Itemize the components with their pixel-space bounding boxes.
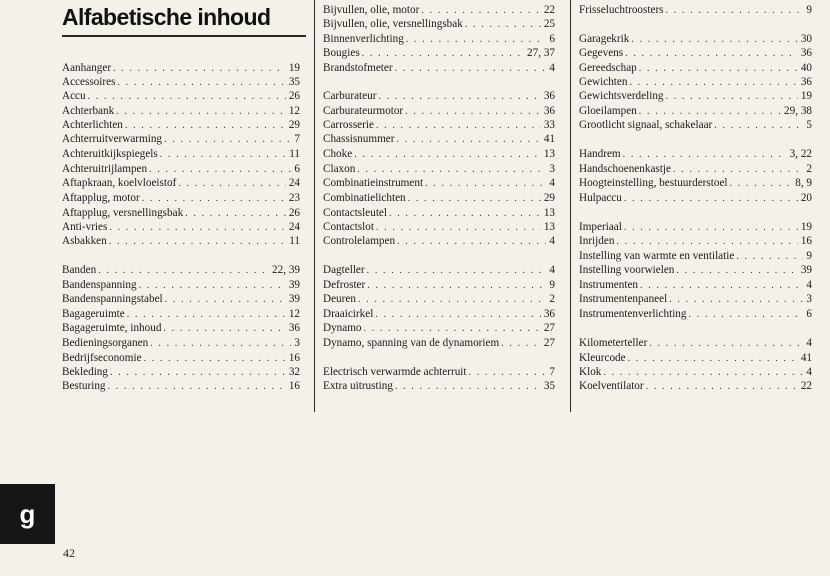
entry-label: Hulpaccu xyxy=(579,192,622,204)
entry-label: Gewichtsverdeling xyxy=(579,90,664,102)
column-divider-1 xyxy=(314,0,315,412)
index-entry xyxy=(579,3,812,17)
entry-page: 25 xyxy=(543,18,555,30)
index-entry xyxy=(62,234,300,248)
entry-page: 29, 38 xyxy=(784,105,812,117)
index-entry xyxy=(62,278,300,292)
index-entry xyxy=(579,351,812,365)
entry-page: 23 xyxy=(288,192,300,204)
entry-label: Koelventilator xyxy=(579,380,644,392)
entry-page: 4 xyxy=(549,235,555,247)
index-entry xyxy=(579,176,812,190)
entry-page: 2 xyxy=(549,293,555,305)
entry-label: Hoogteinstelling, bestuurderstoel xyxy=(579,177,728,189)
index-entry xyxy=(579,220,812,234)
entry-label: Instrumentenpaneel xyxy=(579,293,668,305)
leader-dots xyxy=(116,105,286,119)
entry-page: 36 xyxy=(543,308,555,320)
index-entry xyxy=(62,75,300,89)
leader-dots xyxy=(714,119,803,133)
index-entry xyxy=(579,292,812,306)
index-entry xyxy=(323,176,555,190)
entry-page: 36 xyxy=(288,322,300,334)
entry-page: 39 xyxy=(288,293,300,305)
entry-label: Controlelampen xyxy=(323,235,396,247)
leader-dots xyxy=(376,221,541,235)
entry-label: Carrosserie xyxy=(323,119,374,131)
entry-label: Gereedschap xyxy=(579,62,637,74)
entry-label: Anti-vries xyxy=(62,221,108,233)
index-entry xyxy=(579,162,812,176)
leader-dots xyxy=(631,33,797,47)
entry-label: Achterruitverwarming xyxy=(62,133,163,145)
index-entry xyxy=(579,234,812,248)
index-entry xyxy=(62,206,300,220)
entry-label: Choke xyxy=(323,148,353,160)
index-entry xyxy=(323,321,555,335)
index-entry xyxy=(323,379,555,393)
entry-page: 27 xyxy=(543,337,555,349)
index-entry xyxy=(62,263,300,277)
section-tab: g xyxy=(0,484,55,544)
entry-label: Handrem xyxy=(579,148,621,160)
index-entry xyxy=(62,191,300,205)
index-entry xyxy=(579,61,812,75)
entry-page: 7 xyxy=(549,366,555,378)
entry-page: 24 xyxy=(288,221,300,233)
leader-dots xyxy=(367,264,547,278)
entry-page: 13 xyxy=(543,221,555,233)
leader-dots xyxy=(666,90,798,104)
entry-page: 9 xyxy=(549,279,555,291)
index-entry xyxy=(323,234,555,248)
leader-dots xyxy=(354,148,541,162)
entry-page: 26 xyxy=(288,90,300,102)
index-entry xyxy=(323,89,555,103)
entry-label: Combinatieinstrument xyxy=(323,177,424,189)
entry-label: Asbakken xyxy=(62,235,107,247)
leader-dots xyxy=(689,308,804,322)
entry-label: Aanhanger xyxy=(62,62,112,74)
index-entry xyxy=(323,3,555,17)
leader-dots xyxy=(139,279,286,293)
index-entry xyxy=(62,118,300,132)
index-entry xyxy=(323,104,555,118)
entry-page: 16 xyxy=(288,352,300,364)
entry-page: 4 xyxy=(806,366,812,378)
leader-dots xyxy=(639,105,781,119)
entry-label: Accessoires xyxy=(62,76,116,88)
index-entry xyxy=(323,263,555,277)
index-entry xyxy=(62,321,300,335)
entry-label: Deuren xyxy=(323,293,356,305)
index-entry xyxy=(579,104,812,118)
leader-dots xyxy=(362,47,524,61)
leader-dots xyxy=(164,133,291,147)
index-entry xyxy=(62,61,300,75)
leader-dots xyxy=(624,221,798,235)
entry-page: 9 xyxy=(806,250,812,262)
leader-dots xyxy=(185,207,286,221)
entry-label: Bedieningsorganen xyxy=(62,337,149,349)
leader-dots xyxy=(367,279,546,293)
entry-label: Kilometerteller xyxy=(579,337,648,349)
leader-dots xyxy=(389,207,541,221)
entry-label: Carburateurmotor xyxy=(323,105,404,117)
index-column-2 xyxy=(323,0,555,400)
entry-page: 24 xyxy=(288,177,300,189)
index-column-1 xyxy=(62,0,300,400)
leader-dots xyxy=(666,4,804,18)
entry-page: 4 xyxy=(549,264,555,276)
entry-label: Inrijden xyxy=(579,235,615,247)
entry-label: Achterbank xyxy=(62,105,115,117)
entry-label: Gegevens xyxy=(579,47,624,59)
leader-dots xyxy=(358,293,546,307)
entry-label: Carburateur xyxy=(323,90,377,102)
index-entry xyxy=(579,118,812,132)
leader-dots xyxy=(649,337,803,351)
leader-dots xyxy=(625,47,798,61)
leader-dots xyxy=(646,380,798,394)
entry-page: 40 xyxy=(800,62,812,74)
entry-label: Bagageruimte xyxy=(62,308,125,320)
index-entry xyxy=(323,162,555,176)
index-entry xyxy=(323,365,555,379)
entry-label: Bedrijfseconomie xyxy=(62,352,142,364)
leader-dots xyxy=(465,18,541,32)
entry-label: Bandenspanning xyxy=(62,279,137,291)
leader-dots xyxy=(127,308,286,322)
index-entry xyxy=(323,278,555,292)
entry-label: Kleurcode xyxy=(579,352,626,364)
leader-dots xyxy=(375,308,541,322)
entry-label: Besturing xyxy=(62,380,106,392)
index-entry xyxy=(323,292,555,306)
index-entry xyxy=(323,32,555,46)
leader-dots xyxy=(395,380,541,394)
entry-label: Bijvullen, olie, versnellingsbak xyxy=(323,18,463,30)
leader-dots xyxy=(110,366,286,380)
entry-page: 16 xyxy=(288,380,300,392)
leader-dots xyxy=(730,177,793,191)
entry-page: 22 xyxy=(800,380,812,392)
leader-dots xyxy=(676,264,797,278)
index-entry xyxy=(323,17,555,31)
index-entry xyxy=(579,46,812,60)
entry-label: Instrumenten xyxy=(579,279,639,291)
entry-page: 3 xyxy=(806,293,812,305)
entry-page: 30 xyxy=(800,33,812,45)
index-entry xyxy=(62,307,300,321)
entry-page: 11 xyxy=(289,148,300,160)
leader-dots xyxy=(673,163,803,177)
leader-dots xyxy=(150,337,291,351)
entry-page: 41 xyxy=(800,352,812,364)
entry-page: 4 xyxy=(549,177,555,189)
entry-page: 36 xyxy=(800,76,812,88)
leader-dots xyxy=(408,192,541,206)
index-entry xyxy=(579,32,812,46)
entry-label: Electrisch verwarmde achterruit xyxy=(323,366,467,378)
index-entry xyxy=(323,147,555,161)
entry-label: Dynamo, spanning van de dynamoriem xyxy=(323,337,500,349)
leader-dots xyxy=(629,76,797,90)
leader-dots xyxy=(165,293,286,307)
index-entry xyxy=(62,351,300,365)
leader-dots xyxy=(178,177,285,191)
leader-dots xyxy=(616,235,797,249)
column-divider-2 xyxy=(570,0,571,412)
index-entry xyxy=(62,176,300,190)
entry-page: 39 xyxy=(288,279,300,291)
index-entry xyxy=(323,206,555,220)
index-entry xyxy=(579,89,812,103)
leader-dots xyxy=(639,62,798,76)
entry-label: Extra uitrusting xyxy=(323,380,393,392)
entry-label: Handschoenenkastje xyxy=(579,163,671,175)
entry-page: 5 xyxy=(806,119,812,131)
entry-label: Achterlichten xyxy=(62,119,123,131)
leader-dots xyxy=(640,279,803,293)
leader-dots xyxy=(98,264,269,278)
leader-dots xyxy=(397,235,546,249)
entry-page: 29 xyxy=(543,192,555,204)
index-entry xyxy=(62,147,300,161)
entry-page: 41 xyxy=(543,133,555,145)
leader-dots xyxy=(396,133,540,147)
entry-page: 7 xyxy=(294,133,300,145)
page-number: 42 xyxy=(63,546,75,560)
entry-page: 6 xyxy=(549,33,555,45)
index-entry xyxy=(62,89,300,103)
entry-page: 20 xyxy=(800,192,812,204)
index-entry xyxy=(579,336,812,350)
entry-page: 12 xyxy=(288,308,300,320)
index-entry xyxy=(62,220,300,234)
entry-label: Instelling van warmte en ventilatie xyxy=(579,250,735,262)
leader-dots xyxy=(669,293,803,307)
leader-dots xyxy=(628,352,798,366)
entry-label: Instrumentenverlichting xyxy=(579,308,687,320)
entry-label: Bijvullen, olie, motor xyxy=(323,4,420,16)
entry-page: 36 xyxy=(543,90,555,102)
entry-page: 6 xyxy=(806,308,812,320)
leader-dots xyxy=(425,177,546,191)
index-entry xyxy=(323,220,555,234)
entry-page: 22, 39 xyxy=(272,264,300,276)
entry-page: 39 xyxy=(800,264,812,276)
entry-label: Accu xyxy=(62,90,86,102)
leader-dots xyxy=(364,322,541,336)
entry-page: 9 xyxy=(806,4,812,16)
index-entry xyxy=(62,132,300,146)
entry-label: Contactsleutel xyxy=(323,207,388,219)
leader-dots xyxy=(603,366,803,380)
leader-dots xyxy=(160,148,287,162)
entry-page: 19 xyxy=(800,90,812,102)
index-entry xyxy=(323,132,555,146)
entry-label: Bandenspanningstabel xyxy=(62,293,163,305)
entry-page: 33 xyxy=(543,119,555,131)
leader-dots xyxy=(421,4,540,18)
index-entry xyxy=(62,365,300,379)
leader-dots xyxy=(376,119,541,133)
entry-label: Dynamo xyxy=(323,322,362,334)
leader-dots xyxy=(108,380,286,394)
leader-dots xyxy=(405,105,541,119)
index-entry xyxy=(323,118,555,132)
leader-dots xyxy=(501,337,541,351)
index-entry xyxy=(62,336,300,350)
leader-dots xyxy=(469,366,547,380)
entry-label: Bagageruimte, inhoud xyxy=(62,322,162,334)
entry-label: Klok xyxy=(579,366,602,378)
entry-page: 2 xyxy=(806,163,812,175)
entry-label: Frisseluchtroosters xyxy=(579,4,664,16)
leader-dots xyxy=(113,62,286,76)
index-entry xyxy=(323,191,555,205)
index-column-3 xyxy=(579,0,812,400)
entry-page: 13 xyxy=(543,148,555,160)
entry-page: 4 xyxy=(806,279,812,291)
entry-page: 19 xyxy=(800,221,812,233)
entry-label: Bougies xyxy=(323,47,360,59)
index-entry xyxy=(579,307,812,321)
entry-label: Instelling voorwielen xyxy=(579,264,675,276)
entry-page: 8, 9 xyxy=(795,177,812,189)
entry-label: Claxon xyxy=(323,163,356,175)
leader-dots xyxy=(109,221,285,235)
index-entry xyxy=(323,336,555,350)
entry-page: 4 xyxy=(806,337,812,349)
entry-label: Gloeilampen xyxy=(579,105,637,117)
leader-dots xyxy=(88,90,286,104)
index-entry xyxy=(579,278,812,292)
leader-dots xyxy=(142,192,286,206)
index-entry xyxy=(579,263,812,277)
index-entry xyxy=(323,61,555,75)
entry-label: Achteruitkijkspiegels xyxy=(62,148,158,160)
leader-dots xyxy=(149,163,291,177)
leader-dots xyxy=(163,322,285,336)
entry-label: Banden xyxy=(62,264,97,276)
entry-page: 11 xyxy=(289,235,300,247)
index-entry xyxy=(579,147,812,161)
entry-label: Contactslot xyxy=(323,221,374,233)
entry-label: Aftapplug, versnellingsbak xyxy=(62,207,184,219)
index-entry xyxy=(323,307,555,321)
entry-page: 29 xyxy=(288,119,300,131)
index-entry xyxy=(579,191,812,205)
entry-page: 27 xyxy=(543,322,555,334)
entry-label: Grootlicht signaal, schakelaar xyxy=(579,119,713,131)
entry-page: 32 xyxy=(288,366,300,378)
entry-page: 3 xyxy=(549,163,555,175)
leader-dots xyxy=(125,119,286,133)
entry-page: 27, 37 xyxy=(527,47,555,59)
leader-dots xyxy=(624,192,798,206)
index-entry xyxy=(62,292,300,306)
leader-dots xyxy=(623,148,787,162)
leader-dots xyxy=(109,235,286,249)
entry-label: Aftapplug, motor xyxy=(62,192,140,204)
entry-page: 36 xyxy=(800,47,812,59)
entry-label: Chassisnummer xyxy=(323,133,395,145)
entry-page: 6 xyxy=(294,163,300,175)
entry-page: 35 xyxy=(543,380,555,392)
entry-page: 35 xyxy=(288,76,300,88)
leader-dots xyxy=(406,33,547,47)
leader-dots xyxy=(736,250,803,264)
leader-dots xyxy=(357,163,546,177)
entry-page: 12 xyxy=(288,105,300,117)
entry-label: Imperiaal xyxy=(579,221,622,233)
entry-page: 26 xyxy=(288,207,300,219)
entry-page: 36 xyxy=(543,105,555,117)
leader-dots xyxy=(378,90,540,104)
entry-label: Dagteller xyxy=(323,264,365,276)
entry-label: Bekleding xyxy=(62,366,108,378)
index-entry xyxy=(62,162,300,176)
entry-page: 16 xyxy=(800,235,812,247)
leader-dots xyxy=(395,62,547,76)
entry-label: Achteruitrijlampen xyxy=(62,163,148,175)
entry-label: Gewichten xyxy=(579,76,628,88)
entry-label: Aftapkraan, koelvloeistof xyxy=(62,177,177,189)
entry-label: Defroster xyxy=(323,279,366,291)
entry-page: 22 xyxy=(543,4,555,16)
leader-dots xyxy=(144,352,286,366)
index-entry xyxy=(579,249,812,263)
leader-dots xyxy=(117,76,285,90)
index-entry xyxy=(62,379,300,393)
entry-label: Brandstofmeter xyxy=(323,62,393,74)
index-entry xyxy=(579,75,812,89)
index-entry xyxy=(579,365,812,379)
index-entry xyxy=(62,104,300,118)
entry-page: 19 xyxy=(288,62,300,74)
index-entry xyxy=(579,379,812,393)
entry-page: 4 xyxy=(549,62,555,74)
entry-label: Combinatielichten xyxy=(323,192,406,204)
entry-page: 3 xyxy=(294,337,300,349)
page-title: Alfabetische inhoud xyxy=(62,4,271,30)
entry-label: Draaicirkel xyxy=(323,308,374,320)
entry-label: Binnenverlichting xyxy=(323,33,404,45)
entry-label: Garagekrik xyxy=(579,33,630,45)
index-entry xyxy=(323,46,555,60)
entry-page: 3, 22 xyxy=(789,148,812,160)
entry-page: 13 xyxy=(543,207,555,219)
